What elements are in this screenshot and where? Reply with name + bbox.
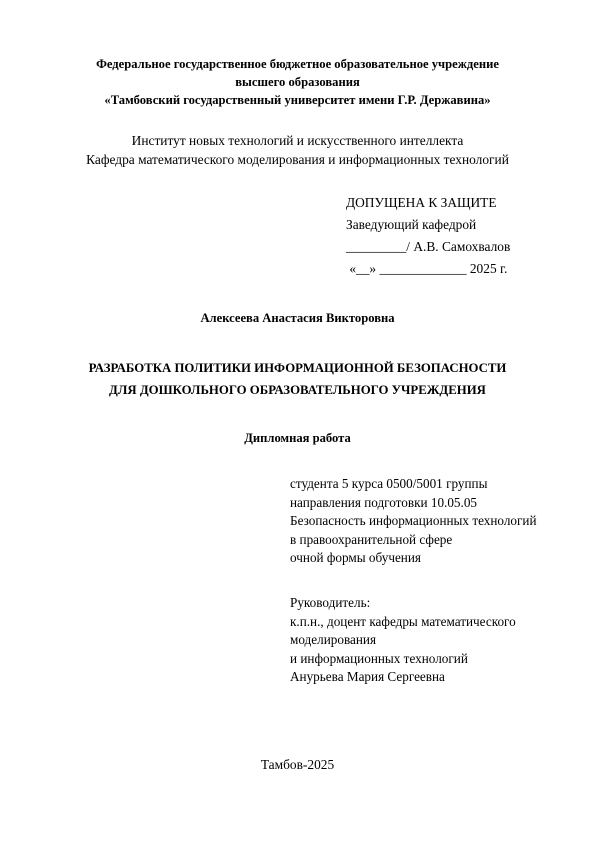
supervisor-name: Анурьева Мария Сергеевна xyxy=(290,669,445,685)
supervisor-label: Руководитель: xyxy=(290,595,371,610)
header-line-3: «Тамбовский государственный университет имени Г.Р. Державина» xyxy=(104,93,491,107)
city-year: Тамбов-2025 xyxy=(260,757,335,772)
department-block xyxy=(0,131,595,169)
university-header xyxy=(0,55,595,109)
approval-block xyxy=(346,192,510,280)
student-info xyxy=(290,475,537,568)
institute-name: Институт новых технологий и искусственного интеллекта xyxy=(131,133,464,148)
approval-date: «__» _____________ 2025 г. xyxy=(346,261,508,276)
student-line-2: направления подготовки 10.05.05 xyxy=(290,494,478,510)
approval-status: ДОПУЩЕНА К ЗАЩИТЕ xyxy=(346,195,497,210)
supervisor-line-2: моделирования xyxy=(290,632,377,648)
student-line-4: в правоохранительной сфере xyxy=(290,531,453,547)
thesis-title xyxy=(0,357,595,401)
author-name: Алексеева Анастасия Викторовна xyxy=(200,311,395,325)
student-line-3: Безопасность информационных технологий xyxy=(290,513,537,529)
chair-name: Кафедра математического моделирования и информационных технологий xyxy=(86,152,509,167)
student-line-5: очной формы обучения xyxy=(290,550,421,566)
supervisor-info xyxy=(290,594,516,687)
approval-signature: _________/ А.В. Самохвалов xyxy=(346,239,511,254)
supervisor-line-1: к.п.н., доцент кафедры математического xyxy=(290,613,516,629)
work-type: Дипломная работа xyxy=(244,431,351,445)
header-line-2: высшего образования xyxy=(235,75,360,89)
approval-position: Заведующий кафедрой xyxy=(346,217,477,232)
supervisor-line-3: и информационных технологий xyxy=(290,650,468,666)
thesis-title-line-2: ДЛЯ ДОШКОЛЬНОГО ОБРАЗОВАТЕЛЬНОГО УЧРЕЖДЕНИЯ xyxy=(109,383,486,397)
thesis-title-line-1: РАЗРАБОТКА ПОЛИТИКИ ИНФОРМАЦИОННОЙ БЕЗОПАСНОСТИ xyxy=(88,361,507,375)
student-line-1: студента 5 курса 0500/5001 группы xyxy=(290,476,488,491)
header-line-1: Федеральное государственное бюджетное образовательное учреждение xyxy=(96,57,499,71)
